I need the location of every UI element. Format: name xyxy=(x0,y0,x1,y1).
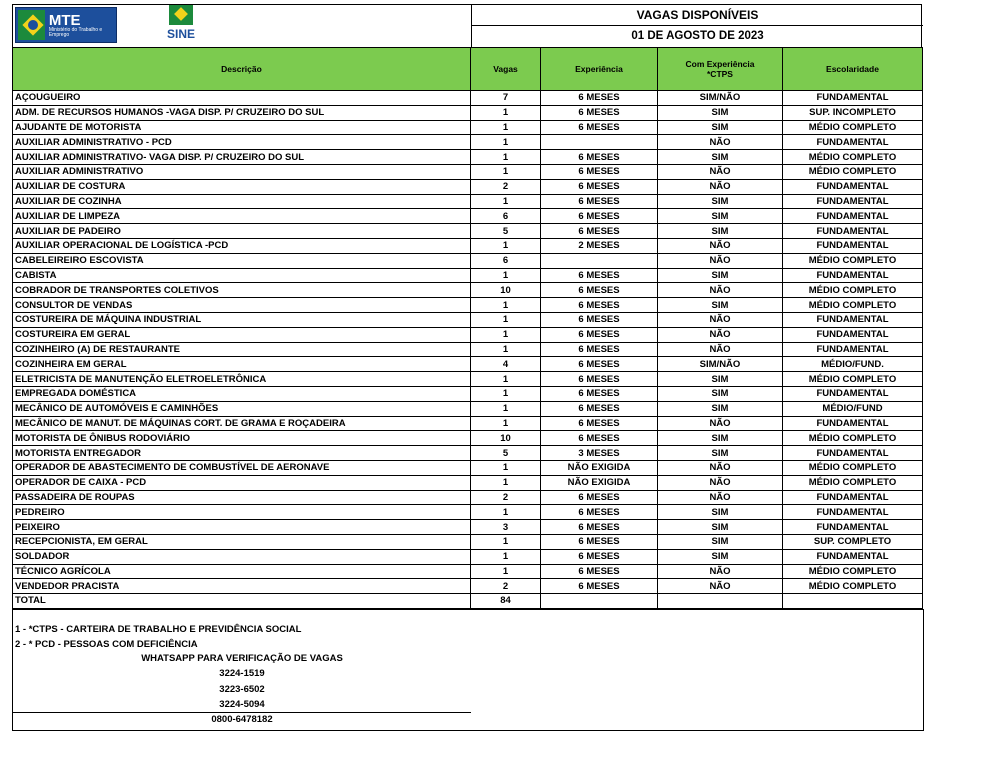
cell-com-experiencia: SIM xyxy=(658,431,783,446)
cell-com-experiencia: NÃO xyxy=(658,283,783,298)
table-row xyxy=(13,431,923,446)
table-body xyxy=(13,91,923,594)
cell-com-experiencia: NÃO xyxy=(658,179,783,194)
cell-com-experiencia: NÃO xyxy=(658,238,783,253)
cell-experiencia: 3 MESES xyxy=(541,446,658,461)
column-header-com-experiencia-line2: *CTPS xyxy=(707,69,733,79)
table-row xyxy=(13,298,923,313)
column-header-com-experiencia xyxy=(658,48,783,91)
table-row xyxy=(13,386,923,401)
title-box xyxy=(471,5,923,47)
table-row xyxy=(13,120,923,135)
cell-vagas: 1 xyxy=(471,372,541,387)
cell-escolaridade: FUNDAMENTAL xyxy=(783,179,923,194)
cell-experiencia: 6 MESES xyxy=(541,327,658,342)
cell-escolaridade: SUP. INCOMPLETO xyxy=(783,105,923,120)
cell-vagas: 1 xyxy=(471,298,541,313)
cell-escolaridade: FUNDAMENTAL xyxy=(783,91,923,106)
toll-free-number: 0800-6478182 xyxy=(211,713,273,725)
cell-descricao: COSTUREIRA EM GERAL xyxy=(13,327,471,342)
cell-vagas: 4 xyxy=(471,357,541,372)
job-vacancies-sheet xyxy=(12,4,922,731)
table-row xyxy=(13,549,923,564)
column-header-escolaridade: Escolaridade xyxy=(783,48,923,91)
cell-experiencia: 6 MESES xyxy=(541,224,658,239)
cell-experiencia xyxy=(541,135,658,150)
cell-com-experiencia: NÃO xyxy=(658,342,783,357)
cell-descricao: PEIXEIRO xyxy=(13,520,471,535)
cell-escolaridade: FUNDAMENTAL xyxy=(783,209,923,224)
phone-number: 3223-6502 xyxy=(219,683,265,695)
cell-experiencia: 6 MESES xyxy=(541,179,658,194)
cell-com-experiencia: NÃO xyxy=(658,327,783,342)
cell-experiencia: 6 MESES xyxy=(541,372,658,387)
cell-experiencia: 6 MESES xyxy=(541,312,658,327)
phone-number: 3224-5094 xyxy=(219,698,265,710)
cell-com-experiencia: NÃO xyxy=(658,460,783,475)
cell-vagas: 2 xyxy=(471,179,541,194)
table-row xyxy=(13,179,923,194)
cell-vagas: 1 xyxy=(471,150,541,165)
cell-escolaridade: MÉDIO COMPLETO xyxy=(783,431,923,446)
cell-com-experiencia: NÃO xyxy=(658,253,783,268)
total-empty-cell xyxy=(783,594,923,609)
cell-escolaridade: MÉDIO COMPLETO xyxy=(783,283,923,298)
cell-com-experiencia: SIM xyxy=(658,534,783,549)
cell-escolaridade: SUP. COMPLETO xyxy=(783,534,923,549)
cell-com-experiencia: SIM/NÃO xyxy=(658,91,783,106)
cell-descricao: AUXILIAR ADMINISTRATIVO- VAGA DISP. P/ CRUZEIRO DO SUL xyxy=(13,150,471,165)
page-date: 01 DE AGOSTO DE 2023 xyxy=(631,30,764,42)
cell-escolaridade: FUNDAMENTAL xyxy=(783,135,923,150)
sheet-header xyxy=(12,4,922,47)
cell-experiencia: 6 MESES xyxy=(541,268,658,283)
cell-vagas: 10 xyxy=(471,431,541,446)
cell-com-experiencia: NÃO xyxy=(658,579,783,594)
cell-escolaridade: FUNDAMENTAL xyxy=(783,520,923,535)
table-row xyxy=(13,105,923,120)
cell-descricao: PEDREIRO xyxy=(13,505,471,520)
cell-com-experiencia: NÃO xyxy=(658,312,783,327)
logos-area xyxy=(13,5,471,47)
cell-com-experiencia: SIM xyxy=(658,224,783,239)
footer-notes xyxy=(12,609,924,731)
cell-descricao: ELETRICISTA DE MANUTENÇÃO ELETROELETRÔNICA xyxy=(13,372,471,387)
cell-com-experiencia: SIM xyxy=(658,268,783,283)
cell-com-experiencia: SIM xyxy=(658,298,783,313)
cell-experiencia: 6 MESES xyxy=(541,91,658,106)
cell-escolaridade: MÉDIO COMPLETO xyxy=(783,564,923,579)
cell-descricao: CONSULTOR DE VENDAS xyxy=(13,298,471,313)
cell-com-experiencia: NÃO xyxy=(658,416,783,431)
cell-vagas: 6 xyxy=(471,209,541,224)
table-row xyxy=(13,372,923,387)
cell-experiencia: 6 MESES xyxy=(541,534,658,549)
cell-descricao: VENDEDOR PRACISTA xyxy=(13,579,471,594)
table-row xyxy=(13,579,923,594)
cell-experiencia: 6 MESES xyxy=(541,416,658,431)
table-row xyxy=(13,357,923,372)
cell-descricao: MOTORISTA DE ÔNIBUS RODOVIÁRIO xyxy=(13,431,471,446)
cell-vagas: 1 xyxy=(471,164,541,179)
cell-escolaridade: FUNDAMENTAL xyxy=(783,505,923,520)
mte-logo-subtitle: Ministério do Trabalho e Emprego xyxy=(48,26,103,38)
column-header-experiencia: Experiência xyxy=(541,48,658,91)
cell-escolaridade: MÉDIO/FUND. xyxy=(783,357,923,372)
cell-com-experiencia: NÃO xyxy=(658,490,783,505)
cell-com-experiencia: NÃO xyxy=(658,475,783,490)
table-row xyxy=(13,312,923,327)
cell-escolaridade: FUNDAMENTAL xyxy=(783,386,923,401)
cell-vagas: 2 xyxy=(471,490,541,505)
cell-com-experiencia: SIM xyxy=(658,120,783,135)
table-row xyxy=(13,401,923,416)
cell-descricao: COSTUREIRA DE MÁQUINA INDUSTRIAL xyxy=(13,312,471,327)
cell-escolaridade: FUNDAMENTAL xyxy=(783,342,923,357)
footer-divider xyxy=(13,712,471,713)
table-row xyxy=(13,490,923,505)
cell-experiencia: 6 MESES xyxy=(541,386,658,401)
cell-vagas: 1 xyxy=(471,120,541,135)
cell-vagas: 7 xyxy=(471,91,541,106)
cell-escolaridade: MÉDIO COMPLETO xyxy=(783,298,923,313)
cell-descricao: CABISTA xyxy=(13,268,471,283)
phone-number: 3224-1519 xyxy=(219,667,265,679)
sine-logo-text: SINE xyxy=(166,27,195,41)
cell-descricao: COZINHEIRA EM GERAL xyxy=(13,357,471,372)
cell-vagas: 1 xyxy=(471,475,541,490)
cell-escolaridade: FUNDAMENTAL xyxy=(783,446,923,461)
cell-descricao: EMPREGADA DOMÉSTICA xyxy=(13,386,471,401)
cell-escolaridade: FUNDAMENTAL xyxy=(783,224,923,239)
vacancies-table xyxy=(12,47,923,609)
cell-vagas: 1 xyxy=(471,105,541,120)
cell-com-experiencia: SIM xyxy=(658,194,783,209)
cell-com-experiencia: SIM xyxy=(658,549,783,564)
table-row xyxy=(13,446,923,461)
cell-descricao: AUXILIAR DE PADEIRO xyxy=(13,224,471,239)
cell-vagas: 2 xyxy=(471,579,541,594)
cell-com-experiencia: SIM xyxy=(658,372,783,387)
cell-com-experiencia: SIM xyxy=(658,150,783,165)
table-row xyxy=(13,209,923,224)
cell-experiencia: 6 MESES xyxy=(541,401,658,416)
cell-descricao: AUXILIAR ADMINISTRATIVO - PCD xyxy=(13,135,471,150)
cell-experiencia: 6 MESES xyxy=(541,579,658,594)
table-row xyxy=(13,194,923,209)
table-row xyxy=(13,460,923,475)
cell-com-experiencia: NÃO xyxy=(658,164,783,179)
total-label: TOTAL xyxy=(13,594,471,609)
cell-experiencia: 6 MESES xyxy=(541,520,658,535)
cell-descricao: COBRADOR DE TRANSPORTES COLETIVOS xyxy=(13,283,471,298)
cell-escolaridade: MÉDIO COMPLETO xyxy=(783,475,923,490)
cell-vagas: 1 xyxy=(471,135,541,150)
cell-descricao: PASSADEIRA DE ROUPAS xyxy=(13,490,471,505)
cell-escolaridade: FUNDAMENTAL xyxy=(783,416,923,431)
mte-logo xyxy=(15,7,117,43)
column-header-descricao: Descrição xyxy=(13,48,471,91)
cell-experiencia: 6 MESES xyxy=(541,164,658,179)
brazil-flag-icon xyxy=(169,5,193,25)
table-row xyxy=(13,224,923,239)
cell-vagas: 6 xyxy=(471,253,541,268)
cell-experiencia: 2 MESES xyxy=(541,238,658,253)
cell-com-experiencia: NÃO xyxy=(658,135,783,150)
cell-descricao: AUXILIAR DE COZINHA xyxy=(13,194,471,209)
cell-descricao: CABELEIREIRO ESCOVISTA xyxy=(13,253,471,268)
cell-vagas: 1 xyxy=(471,564,541,579)
cell-experiencia: 6 MESES xyxy=(541,490,658,505)
cell-experiencia: 6 MESES xyxy=(541,298,658,313)
cell-experiencia: 6 MESES xyxy=(541,342,658,357)
cell-descricao: COZINHEIRO (A) DE RESTAURANTE xyxy=(13,342,471,357)
cell-vagas: 1 xyxy=(471,505,541,520)
footnote-pcd: 2 - * PCD - PESSOAS COM DEFICIÊNCIA xyxy=(15,638,198,650)
cell-vagas: 1 xyxy=(471,534,541,549)
cell-vagas: 10 xyxy=(471,283,541,298)
cell-experiencia: 6 MESES xyxy=(541,505,658,520)
cell-experiencia: 6 MESES xyxy=(541,283,658,298)
cell-vagas: 1 xyxy=(471,386,541,401)
cell-escolaridade: MÉDIO COMPLETO xyxy=(783,120,923,135)
cell-descricao: MECÂNICO DE MANUT. DE MÁQUINAS CORT. DE GRAMA E ROÇADEIRA xyxy=(13,416,471,431)
cell-vagas: 1 xyxy=(471,416,541,431)
cell-com-experiencia: SIM xyxy=(658,401,783,416)
cell-descricao: AUXILIAR DE LIMPEZA xyxy=(13,209,471,224)
column-header-com-experiencia-line1: Com Experiência xyxy=(685,59,755,69)
cell-descricao: AUXILIAR DE COSTURA xyxy=(13,179,471,194)
cell-vagas: 1 xyxy=(471,268,541,283)
cell-experiencia: 6 MESES xyxy=(541,357,658,372)
cell-experiencia: NÃO EXIGIDA xyxy=(541,460,658,475)
cell-descricao: OPERADOR DE CAIXA - PCD xyxy=(13,475,471,490)
table-header-row xyxy=(13,48,923,91)
cell-com-experiencia: SIM xyxy=(658,386,783,401)
cell-escolaridade: FUNDAMENTAL xyxy=(783,327,923,342)
whatsapp-heading: WHATSAPP PARA VERIFICAÇÃO DE VAGAS xyxy=(141,652,343,664)
cell-escolaridade: FUNDAMENTAL xyxy=(783,490,923,505)
cell-descricao: AÇOUGUEIRO xyxy=(13,91,471,106)
cell-experiencia: 6 MESES xyxy=(541,431,658,446)
cell-vagas: 1 xyxy=(471,401,541,416)
cell-escolaridade: FUNDAMENTAL xyxy=(783,312,923,327)
cell-com-experiencia: SIM xyxy=(658,446,783,461)
cell-vagas: 1 xyxy=(471,460,541,475)
table-row xyxy=(13,150,923,165)
cell-experiencia: 6 MESES xyxy=(541,105,658,120)
cell-com-experiencia: SIM/NÃO xyxy=(658,357,783,372)
table-row xyxy=(13,475,923,490)
cell-com-experiencia: SIM xyxy=(658,520,783,535)
cell-descricao: ADM. DE RECURSOS HUMANOS -VAGA DISP. P/ CRUZEIRO DO SUL xyxy=(13,105,471,120)
cell-escolaridade: MÉDIO COMPLETO xyxy=(783,579,923,594)
total-empty-cell xyxy=(541,594,658,609)
cell-descricao: AUXILIAR ADMINISTRATIVO xyxy=(13,164,471,179)
cell-descricao: RECEPCIONISTA, EM GERAL xyxy=(13,534,471,549)
cell-descricao: OPERADOR DE ABASTECIMENTO DE COMBUSTÍVEL DE AERONAVE xyxy=(13,460,471,475)
page-title: VAGAS DISPONÍVEIS xyxy=(472,5,923,26)
table-row xyxy=(13,253,923,268)
table-row xyxy=(13,91,923,106)
cell-experiencia: 6 MESES xyxy=(541,209,658,224)
cell-vagas: 1 xyxy=(471,549,541,564)
table-row xyxy=(13,564,923,579)
cell-experiencia: NÃO EXIGIDA xyxy=(541,475,658,490)
cell-descricao: SOLDADOR xyxy=(13,549,471,564)
cell-experiencia: 6 MESES xyxy=(541,120,658,135)
cell-vagas: 1 xyxy=(471,238,541,253)
table-row xyxy=(13,135,923,150)
column-header-vagas: Vagas xyxy=(471,48,541,91)
cell-vagas: 5 xyxy=(471,446,541,461)
cell-escolaridade: MÉDIO COMPLETO xyxy=(783,253,923,268)
cell-escolaridade: FUNDAMENTAL xyxy=(783,268,923,283)
footnote-ctps: 1 - *CTPS - CARTEIRA DE TRABALHO E PREVIDÊNCIA SOCIAL xyxy=(15,623,302,635)
cell-experiencia: 6 MESES xyxy=(541,564,658,579)
table-row xyxy=(13,238,923,253)
cell-vagas: 1 xyxy=(471,312,541,327)
cell-descricao: TÉCNICO AGRÍCOLA xyxy=(13,564,471,579)
cell-com-experiencia: NÃO xyxy=(658,564,783,579)
cell-escolaridade: FUNDAMENTAL xyxy=(783,549,923,564)
table-row xyxy=(13,283,923,298)
cell-escolaridade: MÉDIO COMPLETO xyxy=(783,460,923,475)
cell-descricao: AUXILIAR OPERACIONAL DE LOGÍSTICA -PCD xyxy=(13,238,471,253)
brazil-flag-icon xyxy=(18,10,45,40)
total-value: 84 xyxy=(471,594,541,609)
cell-experiencia: 6 MESES xyxy=(541,549,658,564)
cell-descricao: MOTORISTA ENTREGADOR xyxy=(13,446,471,461)
cell-escolaridade: FUNDAMENTAL xyxy=(783,238,923,253)
cell-escolaridade: FUNDAMENTAL xyxy=(783,194,923,209)
cell-vagas: 1 xyxy=(471,327,541,342)
cell-vagas: 5 xyxy=(471,224,541,239)
cell-com-experiencia: SIM xyxy=(658,105,783,120)
mte-logo-text: MTE xyxy=(48,11,81,29)
sine-logo xyxy=(159,5,203,47)
cell-com-experiencia: SIM xyxy=(658,209,783,224)
cell-escolaridade: MÉDIO/FUND xyxy=(783,401,923,416)
total-row xyxy=(13,594,923,609)
table-row xyxy=(13,327,923,342)
cell-experiencia: 6 MESES xyxy=(541,150,658,165)
table-row xyxy=(13,534,923,549)
cell-descricao: MECÂNICO DE AUTOMÓVEIS E CAMINHÕES xyxy=(13,401,471,416)
total-empty-cell xyxy=(658,594,783,609)
cell-com-experiencia: SIM xyxy=(658,505,783,520)
cell-escolaridade: MÉDIO COMPLETO xyxy=(783,164,923,179)
table-row xyxy=(13,268,923,283)
table-row xyxy=(13,520,923,535)
cell-vagas: 1 xyxy=(471,342,541,357)
table-row xyxy=(13,416,923,431)
table-row xyxy=(13,164,923,179)
cell-escolaridade: MÉDIO COMPLETO xyxy=(783,150,923,165)
cell-experiencia xyxy=(541,253,658,268)
cell-vagas: 3 xyxy=(471,520,541,535)
cell-experiencia: 6 MESES xyxy=(541,194,658,209)
table-row xyxy=(13,505,923,520)
cell-escolaridade: MÉDIO COMPLETO xyxy=(783,372,923,387)
table-row xyxy=(13,342,923,357)
cell-vagas: 1 xyxy=(471,194,541,209)
cell-descricao: AJUDANTE DE MOTORISTA xyxy=(13,120,471,135)
